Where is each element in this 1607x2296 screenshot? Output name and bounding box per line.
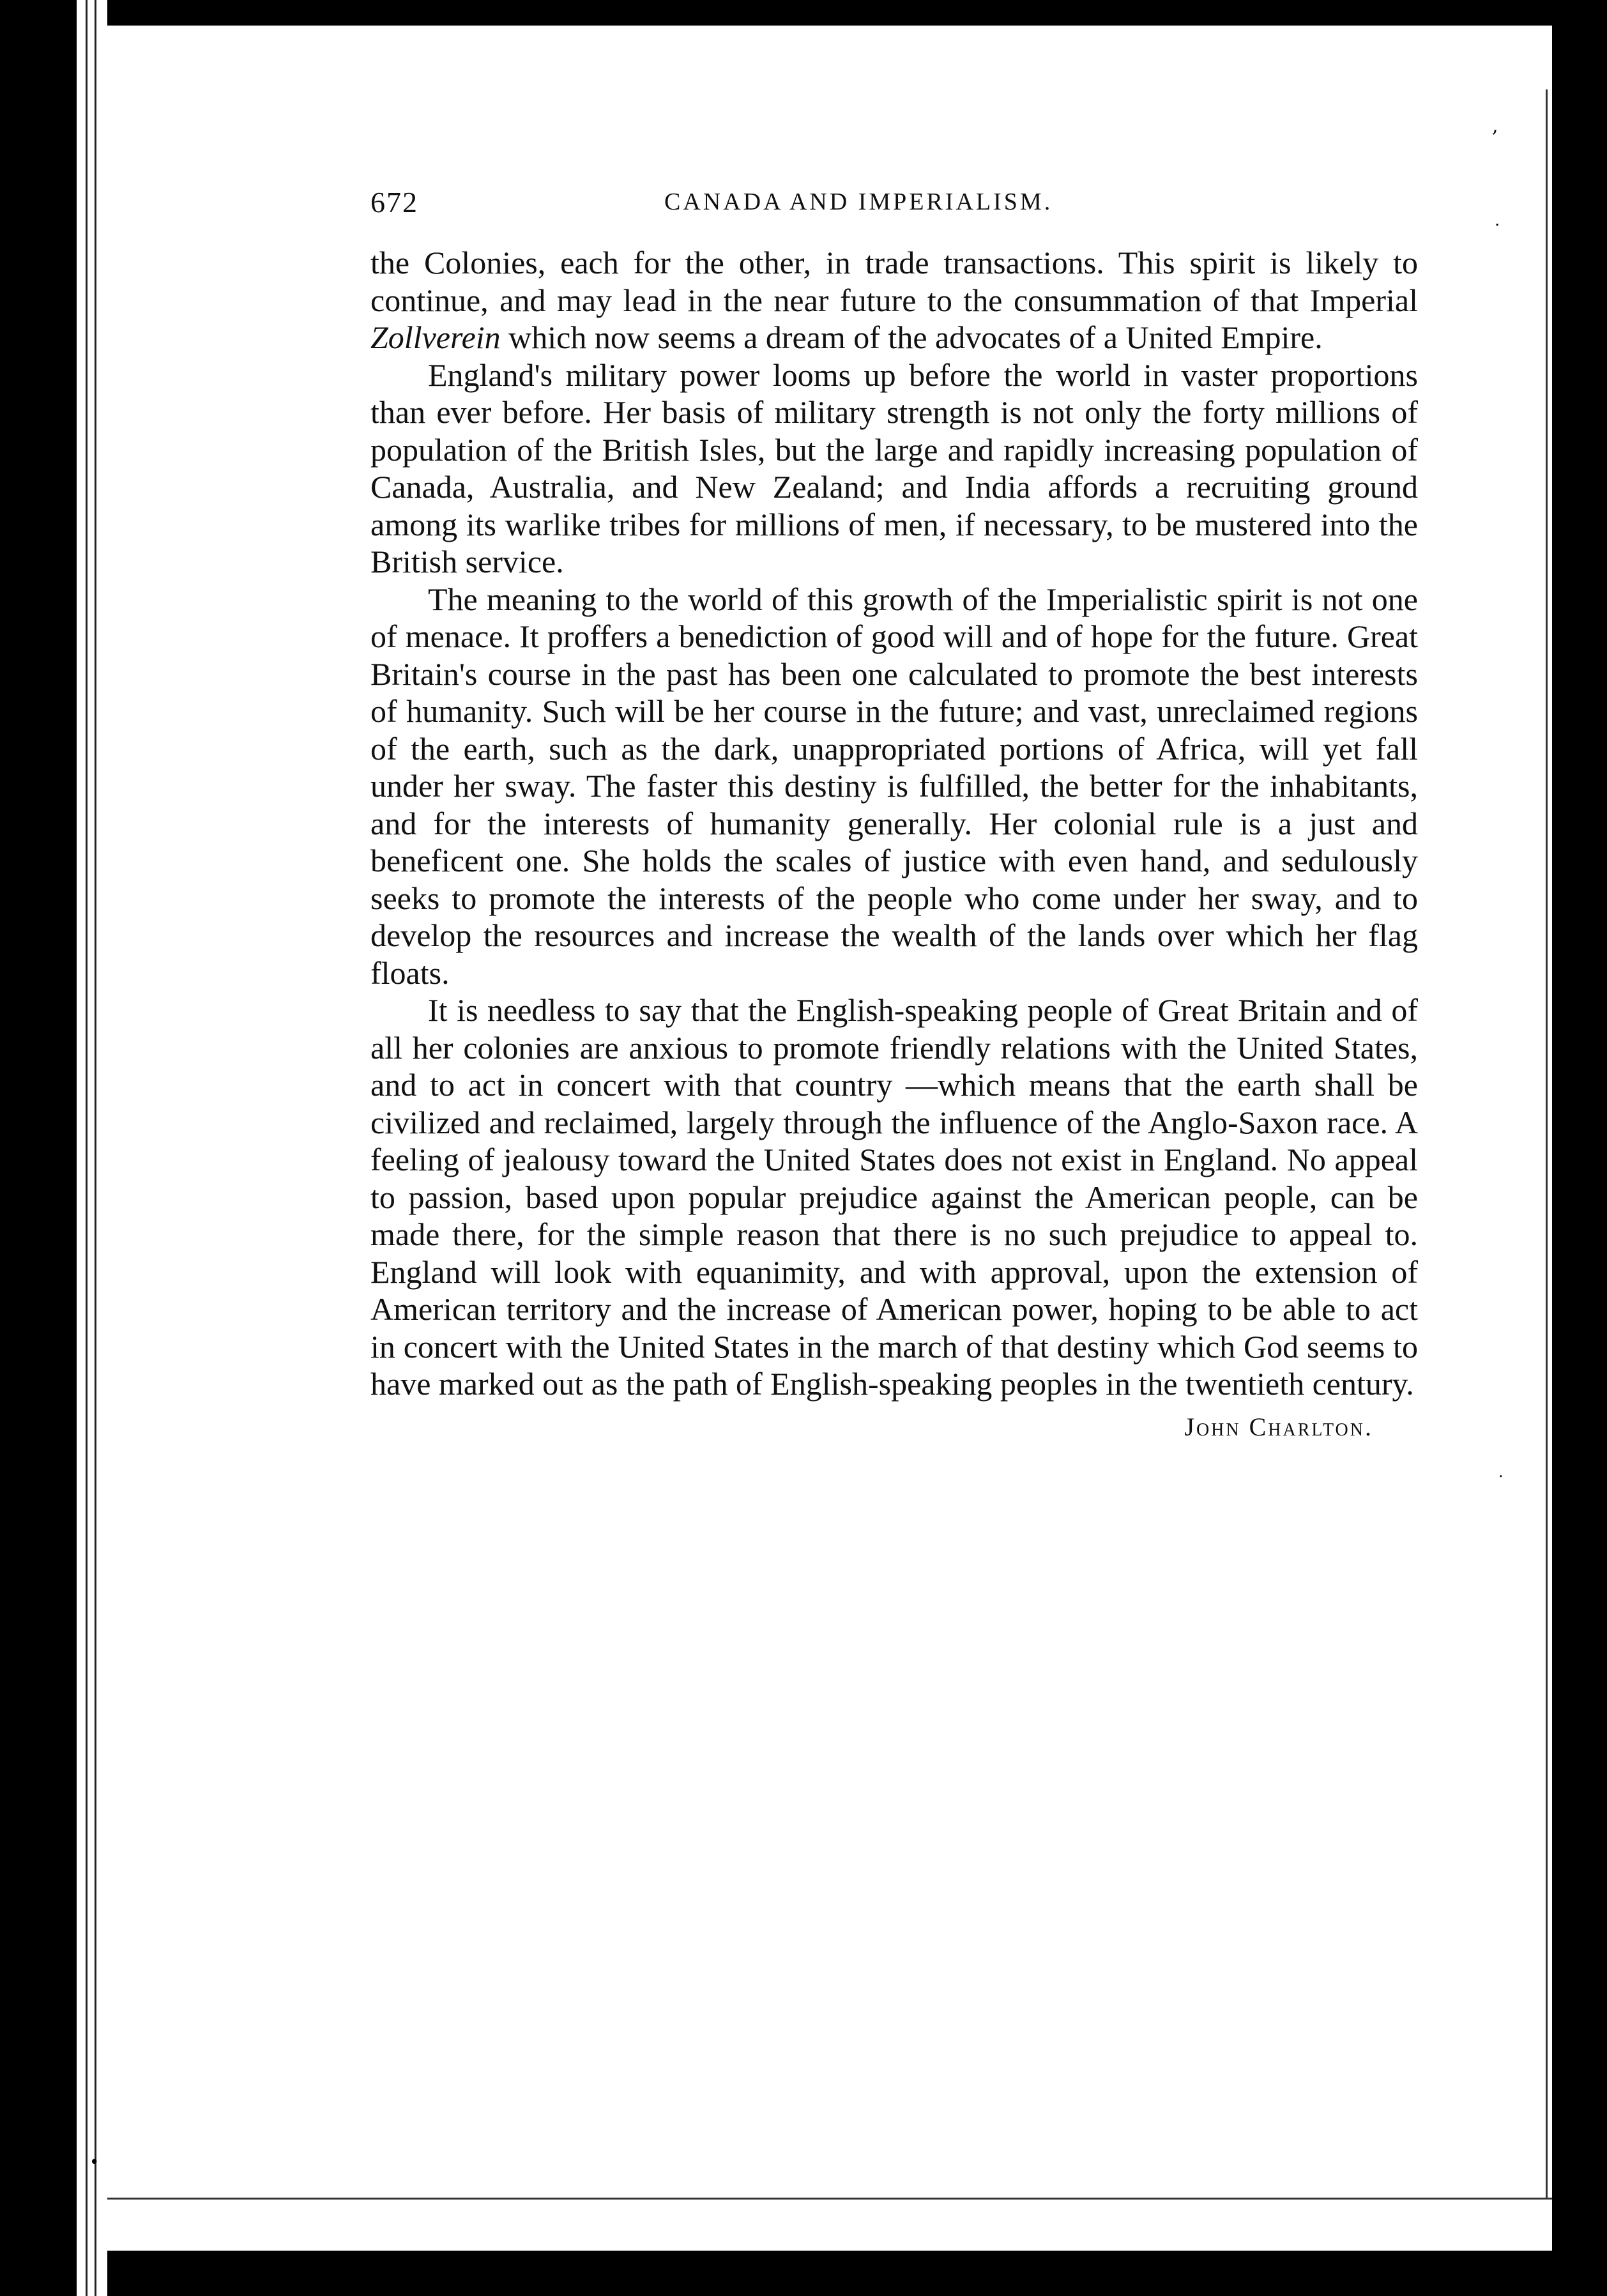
- paragraph-1-emphasis: Zollverein: [370, 319, 501, 355]
- page-number: 672: [370, 186, 418, 218]
- bottom-page-edge: [107, 2198, 1552, 2251]
- right-page-edge: [1520, 89, 1548, 2210]
- scan-speck: .: [1495, 211, 1500, 230]
- author-signature: John Charlton.: [1184, 1412, 1373, 1441]
- paragraph-1-after: which now seems a dream of the advocates of a United Empire.: [500, 319, 1323, 355]
- running-title: CANADA AND IMPERIALISM.: [664, 188, 1053, 215]
- paragraph-1: [370, 244, 1418, 356]
- paragraph-4: It is needless to say that the English-speaking people of Great Britain and of all her colonies are anxious to promote friendly relations with the United States, and to act in concert with that country —which means that the earth shall be civilized and reclaimed, largely through the influence of the Anglo-Saxon race. A feeling of jealousy toward the United States does not exist in England. No appeal to passion, based upon popular prejudice against the American people, can be made there, for the simple reason that there is no such prejudice to appeal to. England will look with equanimity, and with approval, upon the extension of American territory and the increase of American power, hoping to be able to act in concert with the United States in the march of that destiny which God seems to have marked out as the path of English-speaking peoples in the twentieth century.: [370, 992, 1418, 1402]
- paragraph-1-before: the Colonies, each for the other, in trade transactions. This spirit is likely to continue, and may lead in the near future to the consummation of that Imperial: [370, 245, 1418, 318]
- page-content: [370, 185, 1418, 1442]
- running-head: [370, 185, 1418, 224]
- scan-speck: .: [1498, 1463, 1504, 1481]
- paragraph-2: England's military power looms up before the world in vaster proportions than ever before. Her basis of military strength is not only the forty millions of population of the British Isles, but the large and rapidly increasing population of Canada, Australia, and New Zealand; and India affords a recruiting ground among its warlike tribes for millions of men, if necessary, to be mustered into the British service.: [370, 356, 1418, 579]
- scan-speck: ,: [1492, 115, 1498, 137]
- binding-line: [95, 0, 96, 2296]
- paragraph-3: The meaning to the world of this growth of the Imperialistic spirit is not one of menace. It proffers a benediction of good will and of hope for the future. Great Britain's course in the past has been one calculated to promote the best interests of humanity. Such will be her course in the future; and vast, unreclaimed regions of the earth, such as the dark, unappropriated portions of Africa, will yet fall under her sway. The faster this destiny is fulfilled, the better for the inhabitants, and for the interests of humanity generally. Her colonial rule is a just and beneficent one. She holds the scales of justice with even hand, and sedulously seeks to promote the interests of the people who come under her sway, and to develop the resources and increase the wealth of the lands over which her flag floats.: [370, 581, 1418, 991]
- binding-line: [86, 0, 88, 2296]
- left-binding-edge: [77, 0, 107, 2296]
- article-body: [370, 244, 1418, 1403]
- scan-speck: •: [89, 2153, 100, 2172]
